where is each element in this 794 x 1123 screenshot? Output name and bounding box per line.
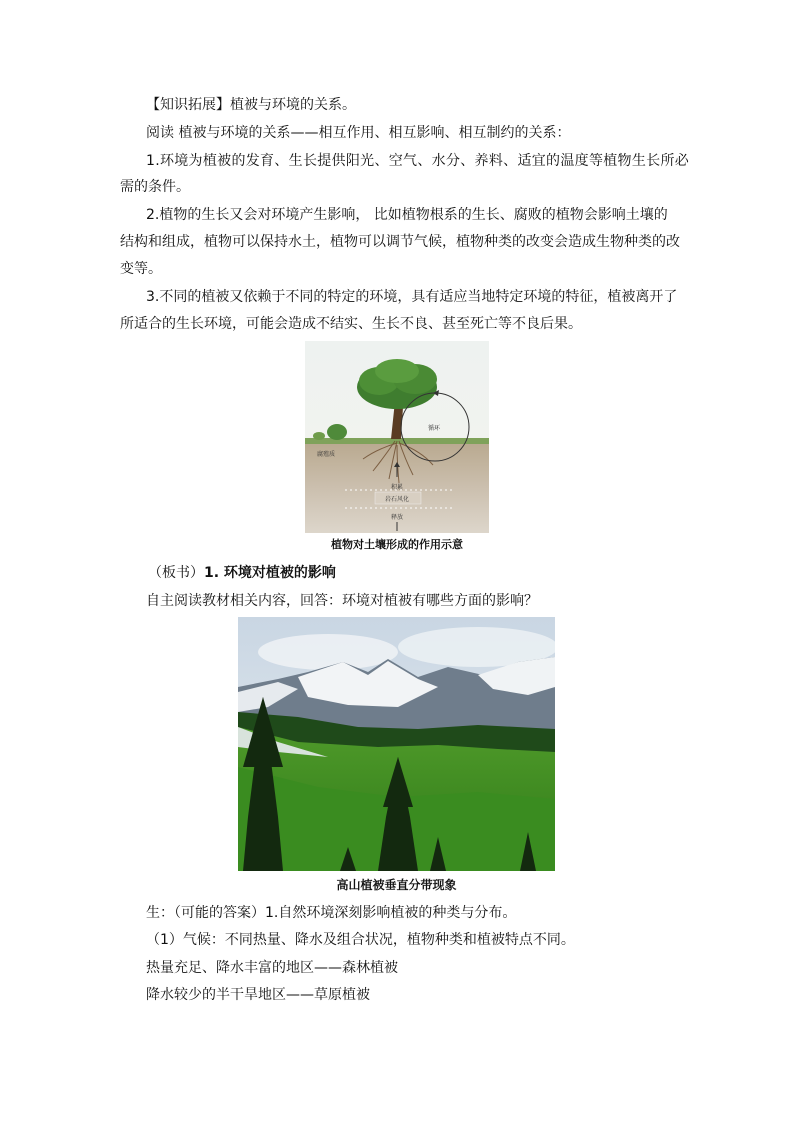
point-3-line-2: 所适合的生长环境，可能会造成不结实、生长不良、甚至死亡等不良后果。 [120, 316, 582, 332]
alpine-vegetation-photo [238, 617, 555, 871]
reading-question: 自主阅读教材相关内容，回答：环境对植被有哪些方面的影响？ [146, 593, 538, 609]
board-title: 1. 环境对植被的影响 [204, 565, 336, 581]
board-prefix: （板书） [148, 565, 204, 581]
release-label: 释放 [391, 514, 404, 521]
point-1-line-2: 需的条件。 [120, 179, 190, 195]
reading-intro: 阅读 植被与环境的关系——相互作用、相互影响、相互制约的关系： [146, 125, 571, 141]
point-1-line-1: 1.环境为植被的发育、生长提供阳光、空气、水分、养料、适宜的温度等植物生长所必 [146, 153, 690, 169]
board-heading [148, 563, 336, 583]
weathering-label: 岩石风化 [385, 496, 410, 503]
accumulate-label: 积累 [391, 484, 404, 491]
forest-vegetation-line: 热量充足、降水丰富的地区——森林植被 [146, 960, 398, 976]
knowledge-extension-heading: 【知识拓展】植被与环境的关系。 [146, 97, 356, 113]
grassland-vegetation-line: 降水较少的半干旱地区——草原植被 [146, 987, 370, 1003]
point-3-line-1: 3.不同的植被又依赖于不同的特定的环境，具有适应当地特定环境的特征，植被离开了 [146, 289, 678, 305]
point-2-line-3: 变等。 [120, 261, 162, 277]
student-answer: 生：（可能的答案）1.自然环境深刻影响植被的种类与分布。 [146, 905, 517, 921]
alpine-photo-caption: 高山植被垂直分带现象 [336, 878, 457, 892]
point-2-line-1: 2.植物的生长又会对环境产生影响， 比如植物根系的生长、腐败的植物会影响土壤的 [146, 207, 668, 223]
soil-formation-diagram [305, 341, 489, 533]
soil-diagram-caption: 植物对土壤形成的作用示意 [331, 538, 463, 551]
point-2-line-2: 结构和组成，植物可以保持水土，植物可以调节气候，植物种类的改变会造成生物种类的改 [120, 234, 680, 250]
cycle-label: 循环 [428, 425, 441, 432]
climate-point: （1）气候：不同热量、降水及组合状况，植物种类和植被特点不同。 [146, 932, 575, 948]
humus-label: 腐殖质 [317, 451, 336, 458]
